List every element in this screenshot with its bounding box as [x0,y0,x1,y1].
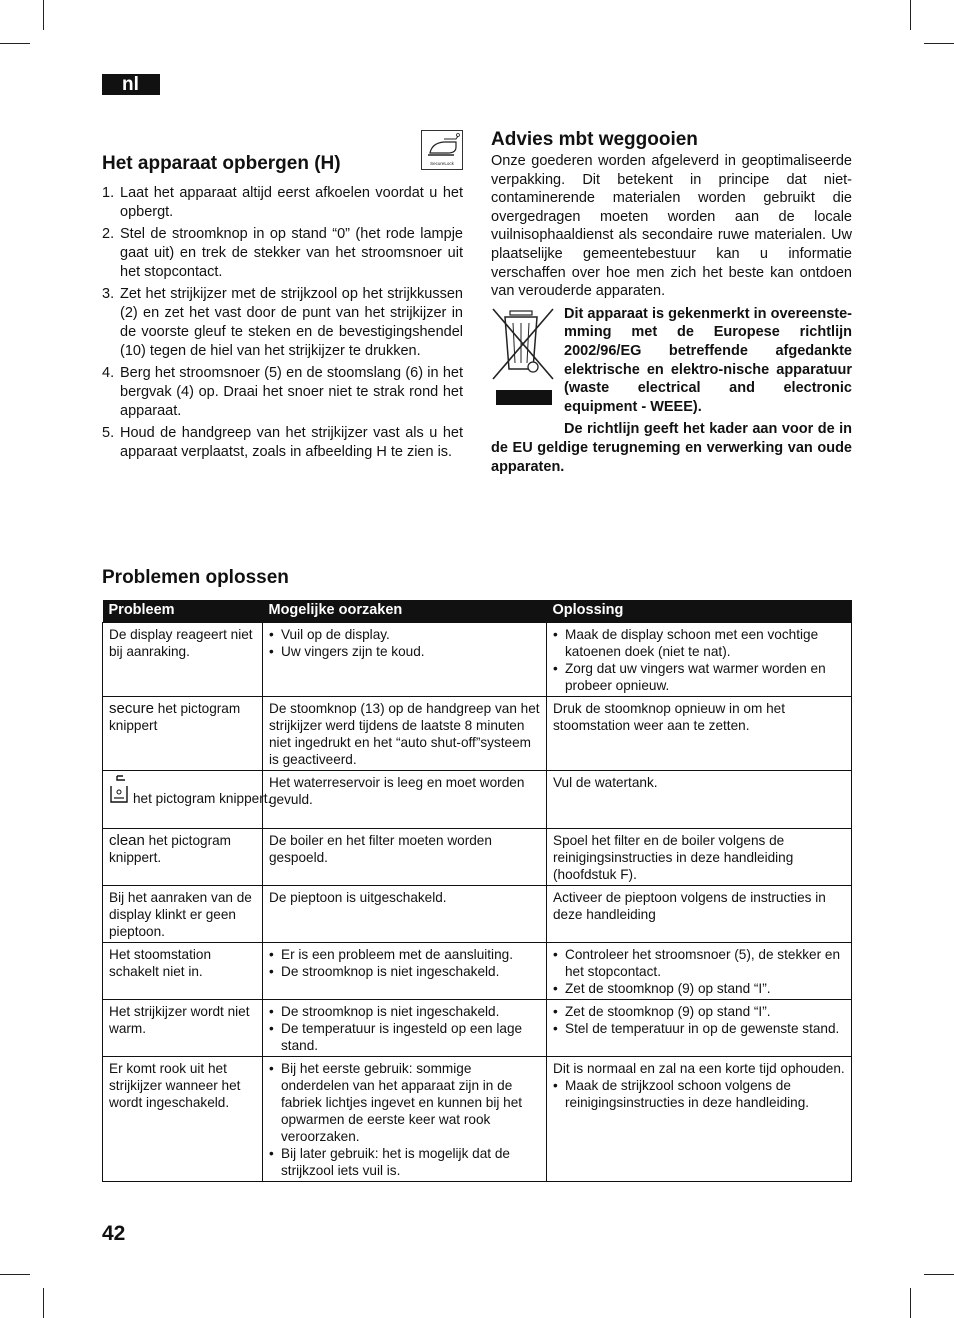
list-item: • De temperatuur is ingesteld op een lage stand. [269,1020,540,1054]
disposal-section [491,128,852,476]
problem-cell: Er komt rook uit het strijkijzer wanneer het wordt ingeschakeld. [103,1056,263,1181]
list-item: 5. Houd de handgreep van het strijkijzer vast als u het apparaat verplaatst, zoals in afbeelding H te zien is. [102,425,463,460]
solution-cell [547,999,852,1056]
table-header-row [103,600,852,622]
column-header: Probleem [103,600,263,622]
page-number: 42 [102,1222,126,1245]
column-header: Mogelijke oorzaken [263,600,547,622]
storage-header [102,130,463,178]
storage-title: Het apparaat opbergen (H) [102,153,341,174]
solution-cell: Druk de stoomknop opnieuw in om het stoomstation weer aan te zetten. [547,696,852,770]
list-item: 1. Laat het apparaat altijd eerst afkoelen voordat u het opbergt. [102,185,463,220]
problem-cell: De display reageert niet bij aanraking. [103,622,263,696]
table-row [103,1056,852,1181]
icon-caption: SecureLock [430,161,454,166]
crop-mark [43,0,44,30]
water-tank-icon [109,774,129,806]
crop-mark [910,0,911,30]
solution-cell: Vul de watertank. [547,770,852,828]
securelock-iron-icon [421,130,463,170]
cause-cell [263,942,547,999]
list-item: • Uw vingers zijn te koud. [269,643,540,660]
crop-mark [0,1274,30,1275]
list-item: • De stroomknop is niet ingeschakeld. [269,1003,540,1020]
list-item: • Zet de stoomknop (9) op stand “I”. [553,980,845,997]
column-header: Oplossing [547,600,852,622]
solution-cell: Activeer de pieptoon volgens de instructies in deze handleiding [547,885,852,942]
table-row [103,885,852,942]
list-item: 4. Berg het stroomsnoer (5) en de stoomslang (6) in het bergvak (4) op. Draai het snoer niet te strak rond het apparaat. [102,365,463,419]
solution-cell [547,622,852,696]
table-row [103,828,852,885]
crop-mark [924,43,954,44]
cause-cell [263,622,547,696]
solution-text: Dit is normaal en zal na een korte tijd ophouden. [553,1060,845,1076]
solution-cell [547,1056,852,1181]
problems-title: Problemen oplossen [102,567,289,588]
solution-cell [547,942,852,999]
disposal-title: Advies mbt weggooien [491,129,698,150]
secure-display-word: secure [109,699,155,717]
list-item: 3. Zet het strijkijzer met de strijkzool op het strijkkussen (2) en zet het vast door de punt van het strijkijzer in de voorste gleuf te steken en de bevestigingshendel (10) tegen de hiel van het strijkijzer te drukken. [102,286,463,359]
crop-mark [0,43,30,44]
storage-section [102,130,463,465]
crop-mark [924,1274,954,1275]
list-item: • De stroomknop is niet ingeschakeld. [269,963,540,980]
table-row [103,999,852,1056]
cause-cell [263,1056,547,1181]
list-item: • Zorg dat uw vingers wat warmer worden en probeer opnieuw. [553,660,845,694]
weee-text-2: De richtlijn geeft het kader aan voor de in de EU geldige terugneming en verwerking van oude apparaten. [491,421,852,475]
weee-text: Dit apparaat is gekenmerkt in overeenste-mming met de Europese richtlijn 2002/96/EG betreffende afgedankte elektrische en elektro-nische apparatuur (waste electrical and electronic equipment - WEEE). [564,305,852,415]
problem-cell: secure het pictogram knippert [103,696,263,770]
crossed-bin-icon [491,305,555,409]
list-item: • Bij later gebruik: het is mogelijk dat de strijkzool iets vuil is. [269,1145,540,1179]
table-row [103,942,852,999]
solution-cell: Spoel het filter en de boiler volgens de reinigingsinstructies in deze handleiding (hoofdstuk F). [547,828,852,885]
list-item: • Vuil op de display. [269,626,540,643]
problem-cell: het pictogram knippert. [103,770,263,828]
cause-cell: Het waterreservoir is leeg en moet worden gevuld. [263,770,547,828]
cause-cell: De boiler en het filter moeten worden gespoeld. [263,828,547,885]
list-item: • Bij het eerste gebruik: sommige onderdelen van het apparaat zijn in de fabriek lichtjes ingevet en kunnen bij het opwarmen de eerste keer wat rook veroorzaken. [269,1060,540,1145]
list-item: • Controleer het stroomsnoer (5), de stekker en het stopcontact. [553,946,845,980]
list-item: • Maak de strijkzool schoon volgens de reinigingsinstructies in deze handleiding. [553,1077,845,1111]
cause-cell [263,999,547,1056]
problem-cell: clean het pictogram knippert. [103,828,263,885]
list-item: • Maak de display schoon met een vochtige katoenen doek (niet te nat). [553,626,845,660]
crop-mark [910,1288,911,1318]
problem-cell: Het stoomstation schakelt niet in. [103,942,263,999]
storage-steps [102,184,463,462]
table-row [103,622,852,696]
table-row [103,696,852,770]
language-tab: nl [102,74,160,95]
disposal-paragraph: Onze goederen worden afgeleverd in geoptimaliseerde verpakking. Dit betekent in principe dat niet-contaminerende materialen worden gebruikt die overgedragen moeten worden aan de locale vuilnisophaaldienst als secondaire ruwe materialen. Uw plaatselijke gemeentebestuur kan u informatie verschaffen over hoe men zich het beste kan ontdoen van verouderde apparaten. [491,153,852,300]
troubleshooting-table [102,600,852,1182]
crop-mark [43,1288,44,1318]
clean-display-word: clean [109,831,145,849]
table-row [103,770,852,828]
cause-cell: De stoomknop (13) op de handgreep van het strijkijzer werd tijdens de laatste 8 minuten niet ingedrukt en het “auto shut-off”systeem is geactiveerd. [263,696,547,770]
list-item: • Stel de temperatuur in op de gewenste stand. [553,1020,845,1037]
list-item: • Er is een probleem met de aansluiting. [269,946,540,963]
weee-block [491,305,852,417]
cause-cell: De pieptoon is uitgeschakeld. [263,885,547,942]
list-item: • Zet de stoomknop (9) op stand “I”. [553,1003,845,1020]
list-item: 2. Stel de stroomknop in op stand “0” (het rode lampje gaat uit) en trek de stekker van het stroomsnoer uit het stopcontact. [102,226,463,280]
problem-cell: Bij het aanraken van de display klinkt er geen pieptoon. [103,885,263,942]
problem-cell: Het strijkijzer wordt niet warm. [103,999,263,1056]
